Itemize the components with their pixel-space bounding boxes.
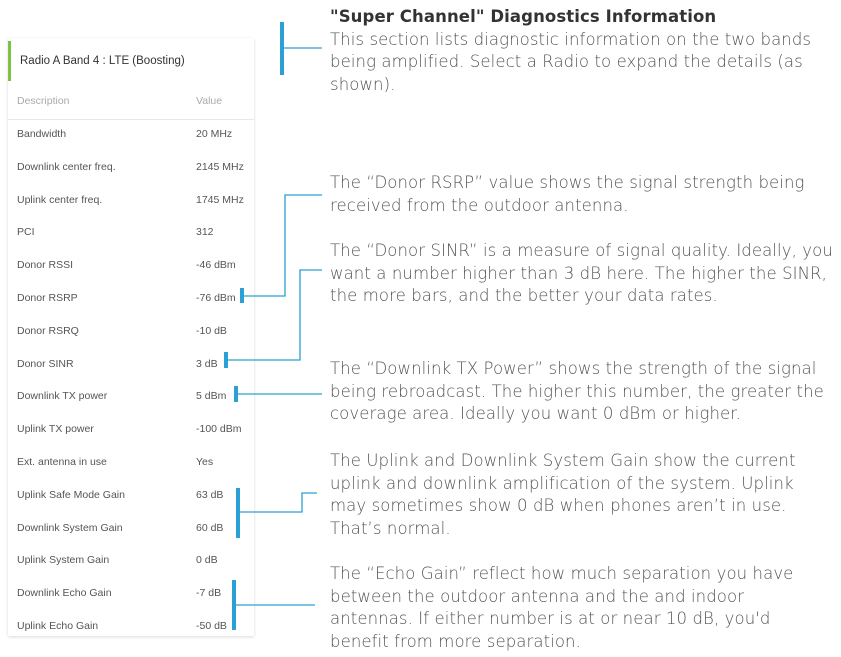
row-value: Yes <box>196 456 214 468</box>
annotation-gain: The Uplink and Downlink System Gain show the current uplink and downlink amplification of the system. Uplink may sometimes show 0 dB when phones aren’t in use. That’s normal. <box>330 451 796 538</box>
row-description: Downlink System Gain <box>17 521 123 534</box>
row-value: 312 <box>196 226 214 239</box>
row-description: Uplink TX power <box>17 423 94 436</box>
annotation-echo: The “Echo Gain” reflect how much separation you have between the outdoor antenna and the and indoor antennas. If either number is at or near 10 dB, you'd benefit from more separation. <box>330 564 794 651</box>
row-description: Donor RSSI <box>17 259 74 272</box>
row-value: 2145 MHz <box>196 160 244 173</box>
row-value: 20 MHz <box>196 128 233 140</box>
row-description: Downlink center freq. <box>17 160 116 173</box>
row-value: -46 dBm <box>196 259 236 272</box>
row-value: -7 dB <box>196 587 222 600</box>
row-description: Donor RSRP <box>17 292 78 304</box>
row-description: Ext. antenna in use <box>17 456 107 468</box>
row-value: 1745 MHz <box>196 193 244 206</box>
row-description: Uplink Echo Gain <box>17 620 99 632</box>
row-description: Uplink System Gain <box>17 554 110 567</box>
bracket-rsrp <box>240 288 244 303</box>
connector-gain <box>240 493 317 512</box>
bracket-gain <box>236 488 240 538</box>
row-value: -76 dBm <box>196 292 236 304</box>
row-description: Downlink TX power <box>17 390 108 403</box>
row-value: -100 dBm <box>196 423 242 436</box>
row-value: 0 dB <box>196 554 218 567</box>
annotation-rsrp: The “Donor RSRP” value shows the signal strength being received from the outdoor antenna. <box>330 173 805 215</box>
bracket-echo <box>232 580 236 630</box>
row-value: 3 dB <box>196 357 218 370</box>
connector-rsrp <box>244 195 322 296</box>
bracket-tx <box>234 386 238 402</box>
row-value: -50 dB <box>196 620 227 632</box>
row-value: 60 dB <box>196 521 224 534</box>
bracket-sinr <box>224 352 228 368</box>
annotation-intro-body: This section lists diagnostic information on the two bands being amplified. Select a Radio to expand the details (as shown). <box>330 29 812 94</box>
row-value: -10 dB <box>196 324 227 337</box>
bracket-intro <box>280 22 284 75</box>
annotation-sinr: The “Donor SINR” is a measure of signal quality. Ideally, you want a number higher than 3 dB here. The higher the SINR, the more bars, and the better your data rates. <box>330 241 833 306</box>
row-description: Donor SINR <box>17 357 74 370</box>
column-value: Value <box>196 95 223 107</box>
row-description: Donor RSRQ <box>17 324 79 337</box>
annotation-title: "Super Channel" Diagnostics Information <box>330 7 717 26</box>
row-value: 63 dB <box>196 488 224 501</box>
connector-sinr <box>228 270 322 360</box>
row-description: Uplink Safe Mode Gain <box>17 488 125 501</box>
column-description: Description <box>17 95 70 107</box>
annotation-tx-power: The “Downlink TX Power” shows the strength of the signal being rebroadcast. The higher this number, the greater the coverage area. Ideally you want 0 dBm or higher. <box>330 359 824 424</box>
row-description: Downlink Echo Gain <box>17 587 112 600</box>
row-description: Bandwidth <box>17 128 67 140</box>
radio-title: Radio A Band 4 : LTE (Boosting) <box>20 55 185 67</box>
row-description: PCI <box>17 226 35 239</box>
row-description: Uplink center freq. <box>17 193 103 206</box>
row-value: 5 dBm <box>196 390 227 403</box>
